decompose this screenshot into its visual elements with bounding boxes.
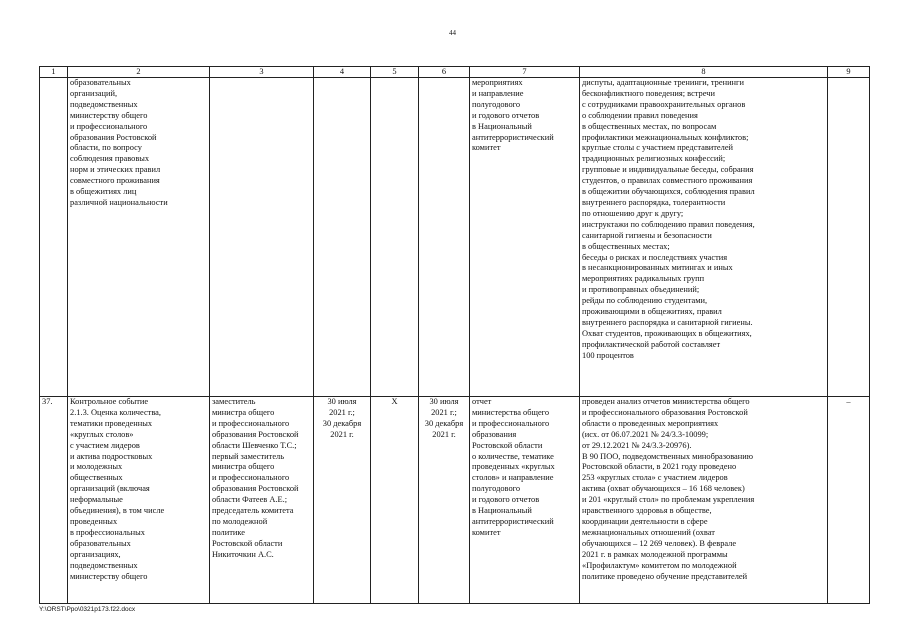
cell-result: проведен анализ отчетов министерства общего и профессионального образования Ростовской области о проведенных мероприятиях (исх. от 06.07.2021 № 24/3.3-10099; от 29.12.2021 № 24/3.3-20976). В 90 ПОО, подведомственных минобразованию Ростовской области, в 2021 году проведено 253 «круглых стола» с участием лидеров актива (охват обучающихся – 16 168 человек) и 201 «круглый стол» по проблемам укрепления нравственного здоровья в обществе, координации деятельности в сфере межнациональных отношений (охват обучающихся – 12 269 человек). В феврале 2021 г. в рамках молодежной программы «Профилактум» комитетом по молодежной политике проведено обучение представителей: [580, 397, 828, 604]
cell-event: образовательных организаций, подведомственных министерству общего и профессионального образования Ростовской области, по вопросу соблюдения правовых норм и этических правил совместного проживания в общежитиях лиц различной национальности: [68, 78, 210, 397]
cell-document: мероприятиях и направление полугодового и годового отчетов в Национальный антитеррористический комитет: [470, 78, 580, 397]
cell-number: 37.: [40, 397, 68, 604]
header-cell: 5: [371, 67, 419, 78]
document-table: [39, 66, 870, 604]
header-cell: 1: [40, 67, 68, 78]
header-cell: 9: [828, 67, 870, 78]
cell-event: Контрольное событие 2.1.3. Оценка количества, тематики проведенных «круглых столов» с участием лидеров и актива подростковых и молодежных общественных организаций (включая неформальные объединения), в том числе проведенных в профессиональных образовательных организациях, подведомственных министерству общего: [68, 397, 210, 604]
page-number: 44: [449, 29, 456, 37]
cell-plan-date: 30 июля 2021 г.; 30 декабря 2021 г.: [314, 397, 371, 604]
header-cell: 6: [419, 67, 470, 78]
cell-number: [40, 78, 68, 397]
header-row: [40, 67, 870, 78]
header-cell: 4: [314, 67, 371, 78]
header-cell: 7: [470, 67, 580, 78]
cell-responsible: заместитель министра общего и профессионального образования Ростовской области Шевченко Т.С.; первый заместитель министра общего и профессионального образования Ростовской области Фатеев А.Е.; председатель комитета по молодежной политике Ростовской области Никиточкин А.С.: [210, 397, 314, 604]
cell-document: отчет министерства общего и профессионального образования Ростовской области о количестве, тематике проведенных «круглых столов» и направление полугодового и годового отчетов в Национальный антитеррористический комитет: [470, 397, 580, 604]
cell-note: [828, 78, 870, 397]
table-row-37: [40, 397, 870, 604]
cell-note: –: [828, 397, 870, 604]
cell-mark: [371, 78, 419, 397]
footer-file-path: Y:\ORST\Ppo\0321p173.f22.docx: [39, 606, 136, 613]
cell-mark: Х: [371, 397, 419, 604]
cell-responsible: [210, 78, 314, 397]
header-cell: 2: [68, 67, 210, 78]
cell-fact-date: 30 июля 2021 г.; 30 декабря 2021 г.: [419, 397, 470, 604]
cell-fact-date: [419, 78, 470, 397]
table-row-continuation: [40, 78, 870, 397]
cell-result: диспуты, адаптационные тренинги, тренинги бесконфликтного поведения; встречи с сотрудниками правоохранительных органов о соблюдении правил поведения в общественных местах, по вопросам профилактики межнациональных конфликтов; круглые столы с участием представителей традиционных религиозных конфессий; групповые и индивидуальные беседы, собрания студентов, о правилах совместного проживания в общежитии обучающихся, соблюдения правил внутреннего распорядка, толерантности по отношению друг к другу; инструктажи по соблюдению правил поведения, санитарной гигиены и безопасности в общественных местах; беседы о рисках и последствиях участия в несанкционированных митингах и иных мероприятиях радикальных групп и противоправных объединений; рейды по соблюдению студентами, проживающими в общежитиях, правил внутреннего распорядка и санитарной гигиены. Охват студентов, проживающих в общежитиях, профилактической работой составляет 100 процентов: [580, 78, 828, 397]
cell-plan-date: [314, 78, 371, 397]
header-cell: 8: [580, 67, 828, 78]
header-cell: 3: [210, 67, 314, 78]
